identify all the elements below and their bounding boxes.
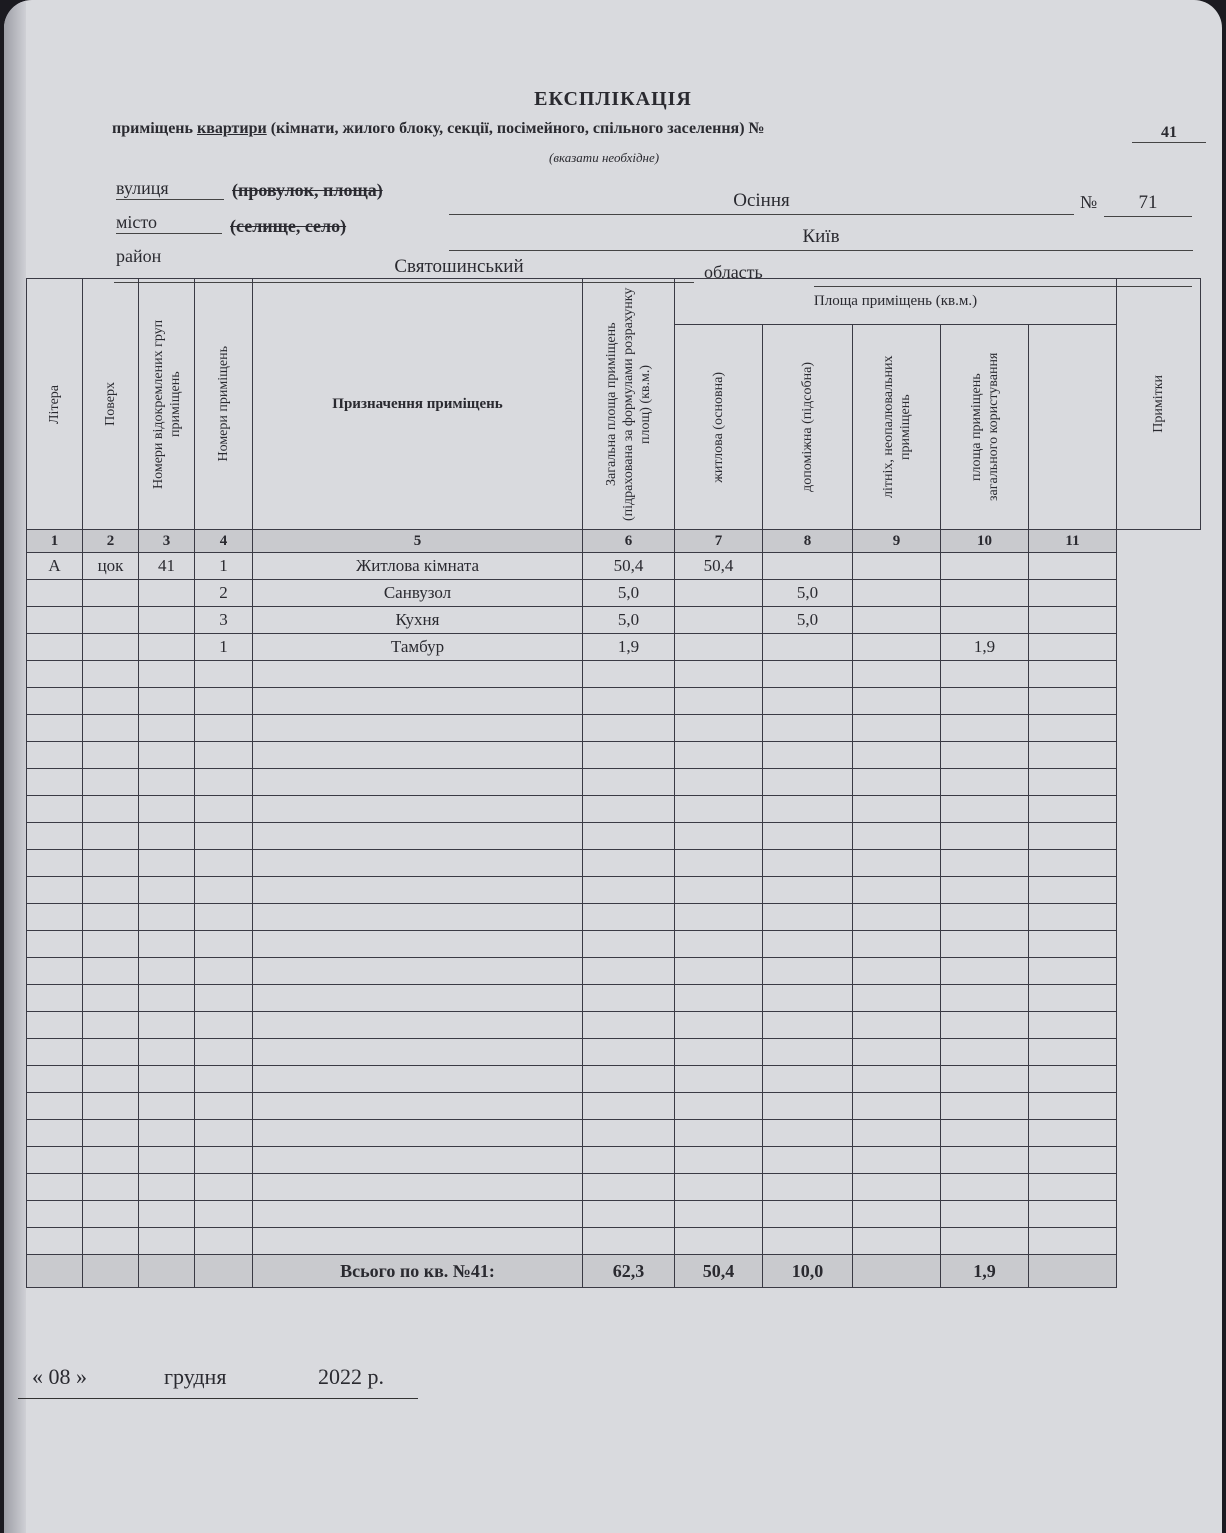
document-title: ЕКСПЛІКАЦІЯ [534, 88, 692, 110]
total-label: Всього по кв. №41: [253, 1255, 583, 1288]
empty-row [27, 661, 1201, 688]
empty-row [27, 1228, 1201, 1255]
empty-row [27, 769, 1201, 796]
column-numbers-row: 1 2 3 4 5 6 7 8 9 10 11 [27, 530, 1201, 553]
date-year: 2022 р. [318, 1364, 384, 1389]
city-label: місто [116, 212, 222, 234]
col-summer: літніх, неопалювальних приміщень [853, 325, 941, 530]
empty-row [27, 1066, 1201, 1093]
total-aux: 10,0 [763, 1255, 853, 1288]
cell-aux [763, 553, 853, 580]
cell-room: 3 [195, 607, 253, 634]
cell-aux [763, 634, 853, 661]
total-living: 50,4 [675, 1255, 763, 1288]
empty-row [27, 1201, 1201, 1228]
page-binding [4, 0, 26, 1533]
cell-common: 1,9 [941, 634, 1029, 661]
street-label: вулиця [116, 178, 224, 200]
col-purpose: Призначення приміщень [253, 279, 583, 530]
cell-notes [1029, 553, 1117, 580]
document-page [4, 0, 1222, 1533]
table-row [27, 607, 1201, 634]
cell-floor [83, 634, 139, 661]
col-common: площа приміщень загального користування [941, 325, 1029, 530]
table-row [27, 553, 1201, 580]
date-month: грудня [164, 1364, 227, 1389]
table-row [27, 634, 1201, 661]
cell-floor [83, 607, 139, 634]
col-floor: Поверх [83, 279, 139, 530]
col-group-nums: Номери відокремлених груп приміщень [139, 279, 195, 530]
cell-purpose: Тамбур [253, 634, 583, 661]
cell-floor: цок [83, 553, 139, 580]
cell-common [941, 607, 1029, 634]
total-common: 1,9 [941, 1255, 1029, 1288]
cell-purpose: Кухня [253, 607, 583, 634]
cell-living: 50,4 [675, 553, 763, 580]
empty-row [27, 904, 1201, 931]
cell-total: 5,0 [583, 580, 675, 607]
cell-common [941, 580, 1029, 607]
cell-group [139, 634, 195, 661]
cell-living [675, 607, 763, 634]
street-line [449, 214, 1074, 215]
date-day: « 08 » [32, 1364, 87, 1389]
house-no-value: 71 [1138, 192, 1158, 213]
total-row [27, 1255, 1201, 1288]
empty-row [27, 796, 1201, 823]
house-no-label: № [1080, 192, 1098, 212]
house-no-line [1104, 216, 1192, 217]
cell-aux: 5,0 [763, 580, 853, 607]
cell-aux: 5,0 [763, 607, 853, 634]
cell-summer [853, 634, 941, 661]
cell-litera [27, 607, 83, 634]
cell-group [139, 580, 195, 607]
col-litera: Літера [27, 279, 83, 530]
city-value: Київ [802, 226, 840, 247]
cell-common [941, 553, 1029, 580]
cell-group: 41 [139, 553, 195, 580]
empty-row [27, 1012, 1201, 1039]
cell-litera [27, 634, 83, 661]
col-area-group: Площа приміщень (кв.м.) [675, 279, 1117, 325]
cell-notes [1029, 580, 1117, 607]
col-room-nums: Номери приміщень [195, 279, 253, 530]
city-line [449, 250, 1193, 251]
cell-purpose: Житлова кімната [253, 553, 583, 580]
street-alt-label: (провулок, площа) [232, 180, 383, 200]
district-label: район [116, 246, 162, 266]
apartment-number: 41 [1132, 124, 1206, 143]
empty-row [27, 958, 1201, 985]
cell-living [675, 580, 763, 607]
empty-row [27, 1093, 1201, 1120]
col-notes: Примітки [1117, 279, 1201, 530]
total-notes [1029, 1255, 1117, 1288]
cell-litera [27, 580, 83, 607]
cell-room: 1 [195, 634, 253, 661]
district-value: Святошинський [394, 256, 524, 277]
cell-total: 50,4 [583, 553, 675, 580]
empty-row [27, 931, 1201, 958]
col-auxiliary: допоміжна (підсобна) [763, 325, 853, 530]
total-summer [853, 1255, 941, 1288]
empty-row [27, 715, 1201, 742]
table-row [27, 580, 1201, 607]
cell-group [139, 607, 195, 634]
cell-total: 5,0 [583, 607, 675, 634]
region-label: область [704, 262, 763, 282]
empty-row [27, 688, 1201, 715]
cell-summer [853, 553, 941, 580]
empty-row [27, 1039, 1201, 1066]
empty-row [27, 823, 1201, 850]
city-alt-label: (селище, село) [230, 216, 347, 236]
empty-row [27, 1147, 1201, 1174]
table-body [27, 553, 1201, 1255]
empty-row [27, 1120, 1201, 1147]
cell-litera: А [27, 553, 83, 580]
cell-room: 1 [195, 553, 253, 580]
empty-row [27, 850, 1201, 877]
total-area: 62,3 [583, 1255, 675, 1288]
document-date [18, 1358, 418, 1399]
cell-summer [853, 607, 941, 634]
explication-table [26, 278, 1201, 1288]
cell-total: 1,9 [583, 634, 675, 661]
empty-row [27, 877, 1201, 904]
cell-living [675, 634, 763, 661]
cell-purpose: Санвузол [253, 580, 583, 607]
cell-notes [1029, 607, 1117, 634]
empty-row [27, 1174, 1201, 1201]
street-value: Осіння [733, 190, 790, 211]
cell-floor [83, 580, 139, 607]
empty-row [27, 742, 1201, 769]
col-living: житлова (основна) [675, 325, 763, 530]
cell-notes [1029, 634, 1117, 661]
subtitle-hint: (вказати необхідне) [549, 150, 660, 165]
col-total-area: Загальна площа приміщень (підрахована за формулами розрахунку площ) (кв.м.) [583, 279, 675, 530]
cell-summer [853, 580, 941, 607]
document-subtitle: приміщень квартири (кімнати, жилого блоку, секції, посімейного, спільного заселення) № [112, 120, 765, 137]
empty-row [27, 985, 1201, 1012]
cell-room: 2 [195, 580, 253, 607]
